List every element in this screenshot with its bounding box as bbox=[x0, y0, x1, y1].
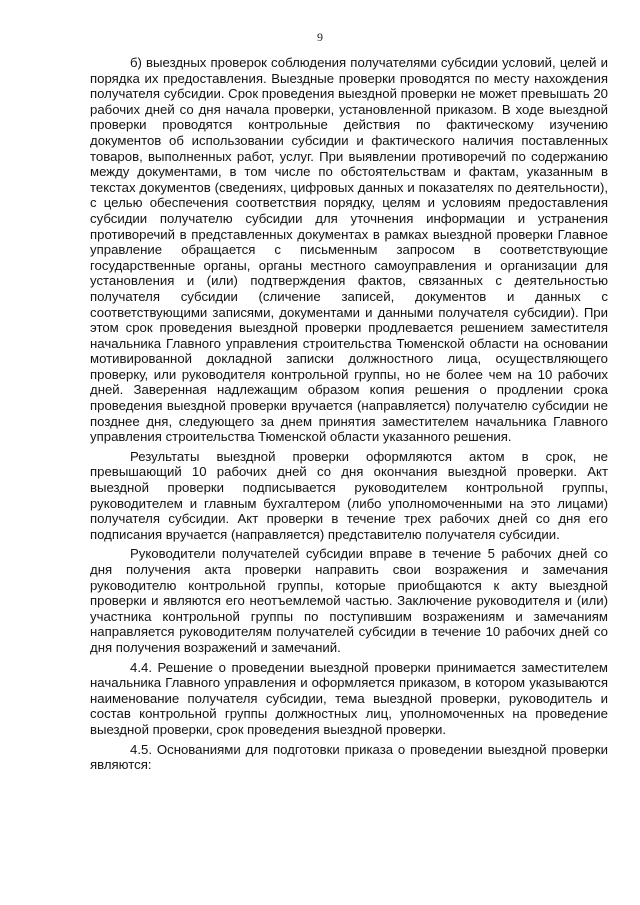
paragraph-section-4-5: 4.5. Основаниями для подготовки приказа о проведении выездной проверки являются: bbox=[90, 741, 608, 773]
paragraph-objections: Руководители получателей субсидии вправе в течение 5 рабочих дней со дня получения акта проверки направить свои возражения и замечания руководителю контрольной группы, которые приобщаются к акту выездной проверки и являются его неотъемлемой частью. Заключение руководителя и (или) участника контрольной группы по поступившим возражениям и замечаниям направляется руководителям получателей субсидии в течение 10 рабочих дней со дня получения возражений и замечаний. bbox=[90, 546, 608, 655]
page-number: 9 bbox=[317, 30, 323, 44]
paragraph-inspection-results: Результаты выездной проверки оформляются актом в срок, не превышающий 10 рабочих дней со дня окончания выездной проверки. Акт выездной проверки подписывается руководителем контрольной группы, руководителем и главным бухгалтером (либо уполномоченными на это лицами) получателя субсидии. Акт проверки в течение трех рабочих дней со дня его подписания вручается (направляется) представителю получателя субсидии. bbox=[90, 448, 608, 542]
paragraph-field-inspections: б) выездных проверок соблюдения получателями субсидии условий, целей и порядка их предоставления. Выездные проверки проводятся по месту нахождения получателя субсидии. Срок проведения выездной проверки не может превышать 20 рабочих дней со дня начала проверки, установленной приказом. В ходе выездной проверки проводятся контрольные действия по фактическому изучению документов об использовании субсидии и фактического наличия поставленных товаров, выполненных работ, услуг. При выявлении противоречий по содержанию между документами, в том числе по обстоятельствам и фактам, указанным в текстах документов (сведениях, цифровых данных и показателях по деятельности), с целью обеспечения соответствия порядку, целям и условиям предоставления субсидии получателю субсидии для уточнения информации и устранения противоречий в представленных документах в рамках выездной проверки Главное управление обращается с письменным запросом в соответствующие государственные органы, органы местного самоуправления и организации для установления и (или) подтверждения фактов, связанных с деятельностью получателя субсидии (сличение записей, документов и данных с соответствующими записями, документами и данными получателя субсидии). При этом срок проведения выездной проверки продлевается решением заместителя начальника Главного управления строительства Тюменской области на основании мотивированной докладной записки должностного лица, осуществляющего проверку, или руководителя контрольной группы, но не более чем на 10 рабочих дней. Заверенная надлежащим образом копия решения о продлении срока проведения выездной проверки вручается (направляется) получателю субсидии не позднее дня, следующего за днем принятия заместителем начальника Главного управления строительства Тюменской области указанного решения. bbox=[90, 55, 608, 445]
paragraph-section-4-4: 4.4. Решение о проведении выездной проверки принимается заместителем начальника Главного управления и оформляется приказом, в котором указываются наименование получателя субсидии, тема выездной проверки, руководитель и состав контрольной группы должностных лиц, уполномоченных на проведение выездной проверки, срок проведения выездной проверки. bbox=[90, 659, 608, 737]
document-body bbox=[90, 55, 608, 777]
